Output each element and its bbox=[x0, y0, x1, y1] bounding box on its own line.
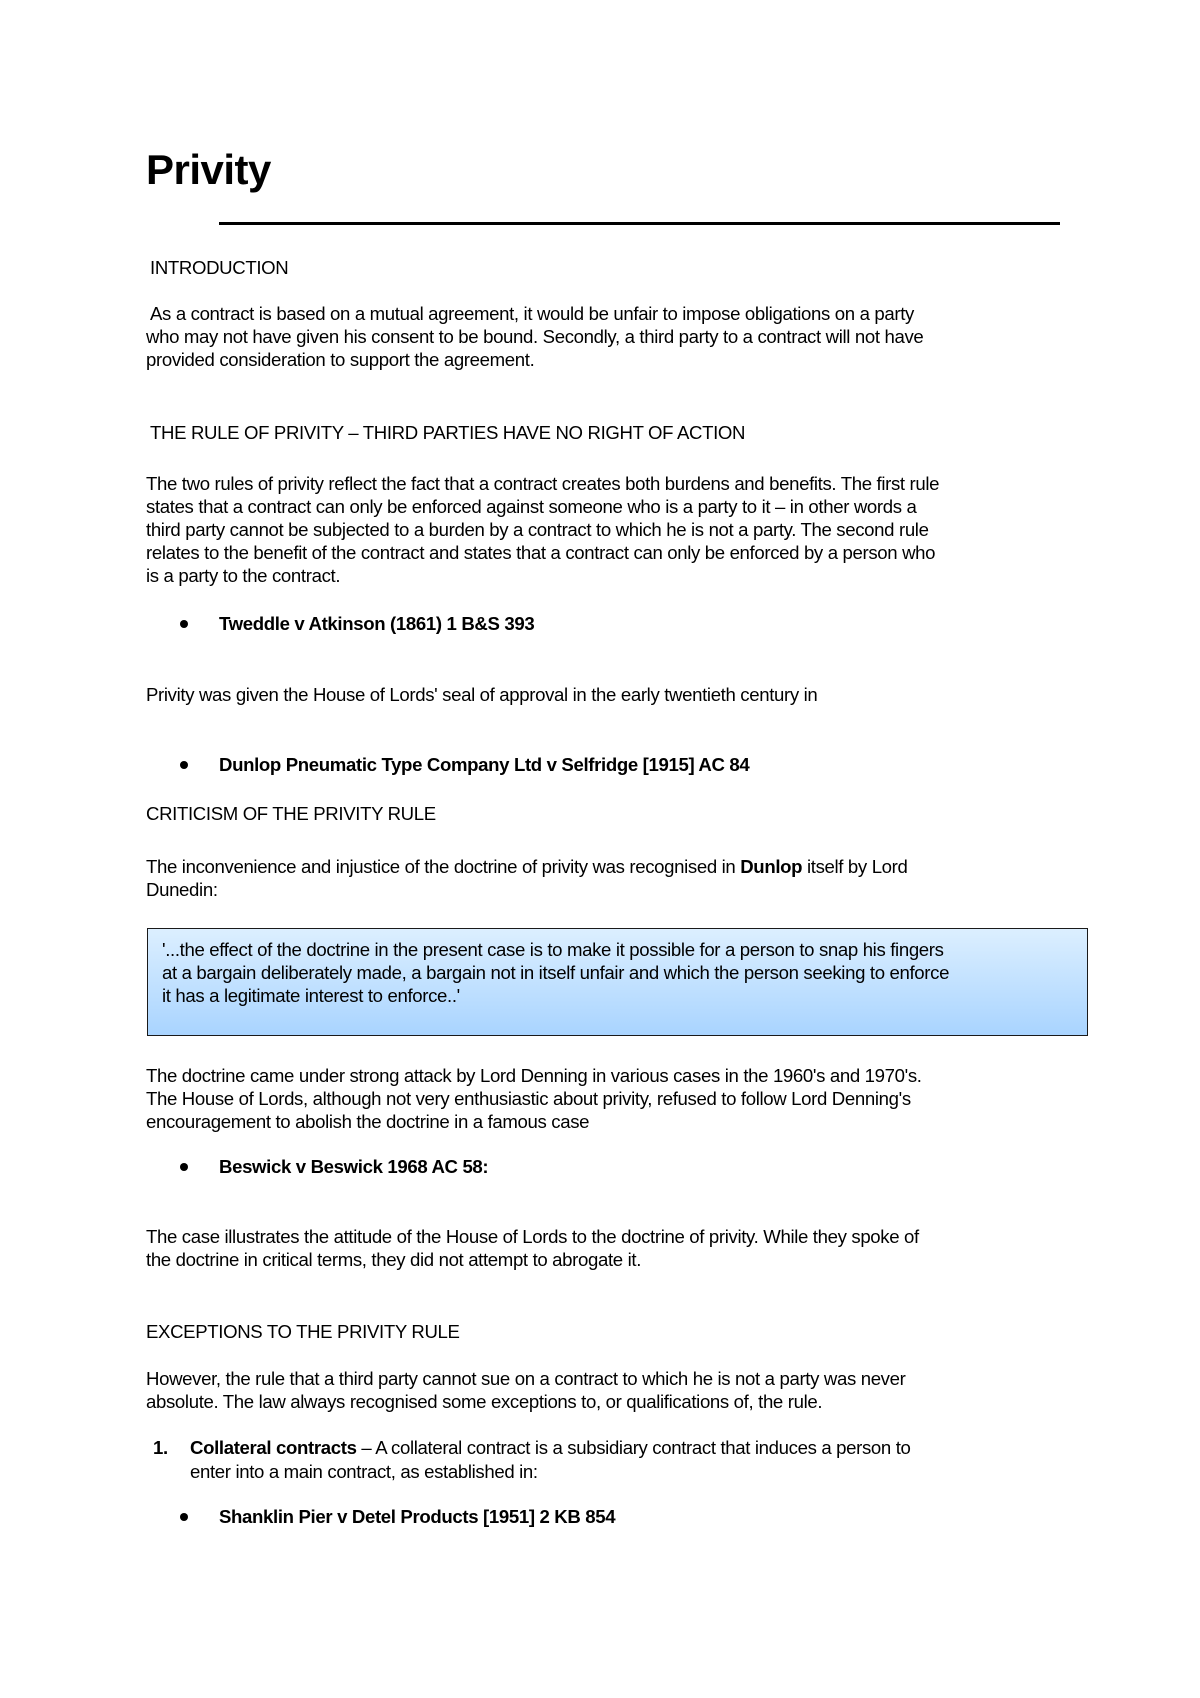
exceptions-heading: EXCEPTIONS TO THE PRIVITY RULE bbox=[146, 1321, 460, 1342]
item-line-2: enter into a main contract, as established in: bbox=[190, 1460, 538, 1482]
title-underline bbox=[219, 222, 1060, 225]
case-citation: Shanklin Pier v Detel Products [1951] 2 KB 854 bbox=[219, 1506, 616, 1527]
case-citation: Beswick v Beswick 1968 AC 58: bbox=[219, 1156, 489, 1177]
intro-line-1: As a contract is based on a mutual agreement, it would be unfair to impose obligations on a party bbox=[150, 303, 914, 324]
item-term: Collateral contracts bbox=[190, 1437, 357, 1458]
attitude-line-1: The case illustrates the attitude of the House of Lords to the doctrine of privity. While they spoke of bbox=[146, 1226, 919, 1247]
criticism-line-1 bbox=[146, 855, 908, 879]
intro-heading: INTRODUCTION bbox=[150, 257, 289, 278]
criticism-text-a: The inconvenience and injustice of the doctrine of privity was recognised in bbox=[146, 856, 741, 877]
quote-line-2: at a bargain deliberately made, a bargain not in itself unfair and which the person seeking to enforce bbox=[162, 962, 950, 983]
denning-line-3: encouragement to abolish the doctrine in a famous case bbox=[146, 1111, 590, 1132]
case-citation: Dunlop Pneumatic Type Company Ltd v Selfridge [1915] AC 84 bbox=[219, 754, 750, 775]
rule-line-2: states that a contract can only be enforced against someone who is a party to it – in other words a bbox=[146, 496, 917, 517]
case-citation: Tweddle v Atkinson (1861) 1 B&S 393 bbox=[219, 613, 535, 634]
item-line-1 bbox=[190, 1436, 911, 1460]
attitude-line-2: the doctrine in critical terms, they did not attempt to abrogate it. bbox=[146, 1249, 642, 1270]
item-definition: – A collateral contract is a subsidiary contract that induces a person to bbox=[356, 1437, 911, 1458]
bullet-icon bbox=[180, 761, 188, 769]
criticism-heading: CRITICISM OF THE PRIVITY RULE bbox=[146, 803, 436, 824]
bullet-icon bbox=[180, 620, 188, 628]
bullet-icon bbox=[180, 1163, 188, 1171]
rule-line-1: The two rules of privity reflect the fact that a contract creates both burdens and benefits. The first rule bbox=[146, 473, 940, 494]
page-title: Privity bbox=[146, 146, 271, 193]
rule-line-4: relates to the benefit of the contract and states that a contract can only be enforced by a person who bbox=[146, 542, 936, 563]
quote-line-1: '...the effect of the doctrine in the present case is to make it possible for a person to snap his fingers bbox=[162, 939, 944, 960]
quote-box bbox=[147, 928, 1088, 1036]
intro-line-2: who may not have given his consent to be bound. Secondly, a third party to a contract will not have bbox=[146, 326, 924, 347]
rule-heading: THE RULE OF PRIVITY – THIRD PARTIES HAVE NO RIGHT OF ACTION bbox=[150, 422, 746, 443]
quote-line-3: it has a legitimate interest to enforce..' bbox=[162, 985, 460, 1006]
rule-line-3: third party cannot be subjected to a burden by a contract to which he is not a party. The second rule bbox=[146, 519, 929, 540]
bullet-icon bbox=[180, 1513, 188, 1521]
item-body bbox=[190, 1436, 911, 1483]
exceptions-line-2: absolute. The law always recognised some exceptions to, or qualifications of, the rule. bbox=[146, 1391, 823, 1412]
rule-line-5: is a party to the contract. bbox=[146, 565, 341, 586]
denning-line-2: The House of Lords, although not very enthusiastic about privity, refused to follow Lord Denning's bbox=[146, 1088, 911, 1109]
criticism-text-bold: Dunlop bbox=[740, 856, 803, 877]
intro-line-3: provided consideration to support the agreement. bbox=[146, 349, 535, 370]
criticism-text-b: itself by Lord bbox=[802, 856, 908, 877]
item-number: 1. bbox=[153, 1437, 168, 1458]
approval-line: Privity was given the House of Lords' seal of approval in the early twentieth century in bbox=[146, 684, 818, 705]
denning-line-1: The doctrine came under strong attack by Lord Denning in various cases in the 1960's and 1970's. bbox=[146, 1065, 922, 1086]
criticism-line-2: Dunedin: bbox=[146, 879, 218, 900]
exceptions-line-1: However, the rule that a third party cannot sue on a contract to which he is not a party was never bbox=[146, 1368, 906, 1389]
